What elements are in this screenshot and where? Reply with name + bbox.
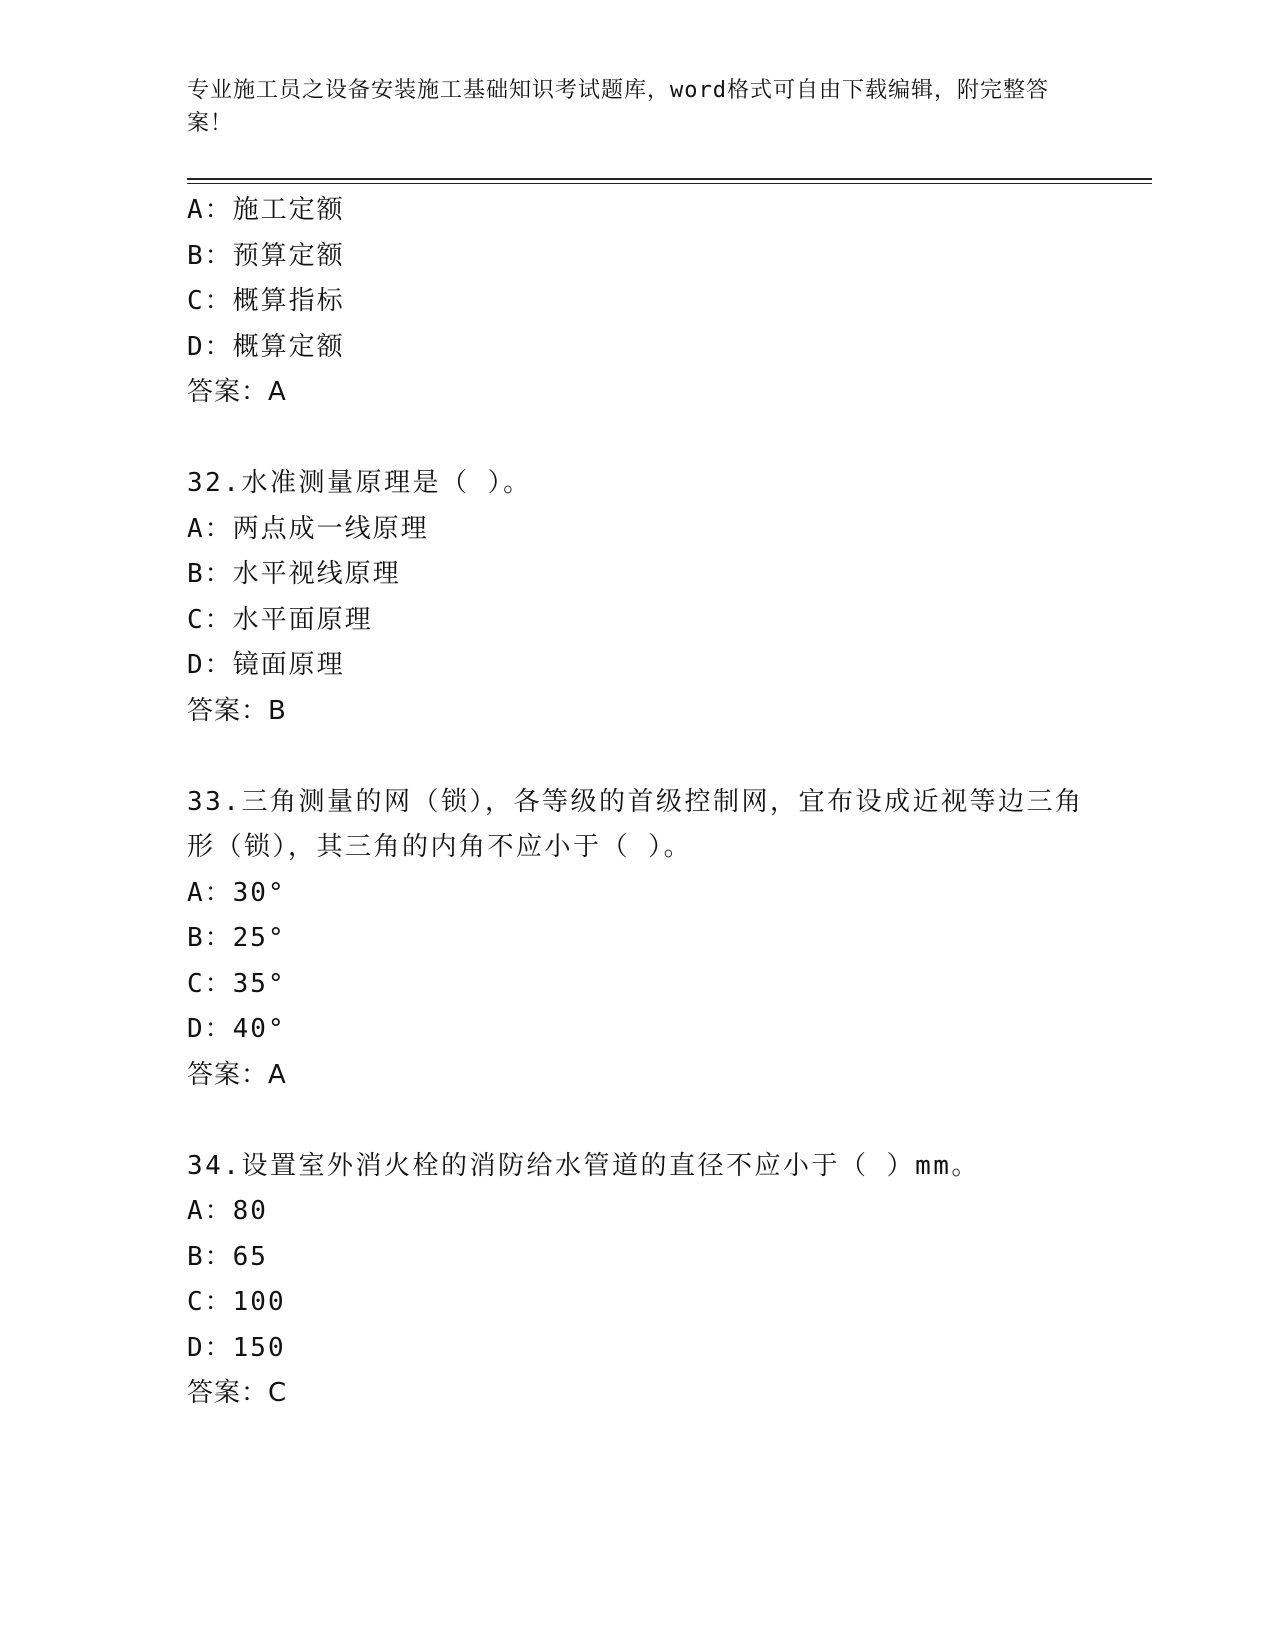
option-a: A：80: [187, 1196, 268, 1226]
option-d: D：150: [187, 1332, 286, 1363]
option-c: C：水平面原理: [187, 604, 373, 635]
question-text: 34.设置室外消火栓的消防给水管道的直径不应小于（ ）mm。: [187, 1150, 980, 1181]
answer-line: 答案：B: [187, 695, 287, 726]
option-c: C：35°: [187, 968, 286, 999]
option-b: B：25°: [187, 923, 286, 953]
spacer: [187, 734, 1087, 780]
question-text: 32.水准测量原理是（ ）。: [187, 468, 532, 498]
option-c: C：概算指标: [187, 286, 345, 316]
option-b: B：水平视线原理: [187, 559, 401, 589]
spacer: [187, 1098, 1087, 1144]
option-a: A：30°: [187, 877, 286, 908]
option-d: D：概算定额: [187, 331, 345, 362]
option-d: D：40°: [187, 1014, 286, 1044]
option-b: B：预算定额: [187, 240, 345, 271]
answer-line: 答案：A: [187, 377, 287, 407]
header-divider-thin: [187, 183, 1152, 184]
option-a: A：两点成一线原理: [187, 513, 429, 544]
answer-line: 答案：A: [187, 1059, 287, 1090]
option-c: C：100: [187, 1287, 286, 1317]
answer-line: 答案：C: [187, 1378, 288, 1408]
question-text: 33.三角测量的网（锁），各等级的首级控制网，宜布设成近视等边三角形（锁），其三角的内角不应小于（ ）。: [187, 786, 1084, 862]
question-block-33: [187, 780, 1087, 1099]
option-a: A：施工定额: [187, 195, 345, 225]
spacer: [187, 416, 1087, 462]
document-header: 专业施工员之设备安装施工基础知识考试题库，word格式可自由下载编辑，附完整答案！: [187, 78, 1049, 136]
option-d: D：镜面原理: [187, 650, 345, 680]
question-list: [187, 188, 1087, 1417]
option-b: B：65: [187, 1241, 268, 1272]
question-block-31-tail: [187, 188, 1087, 416]
question-block-34: [187, 1144, 1087, 1417]
header-divider-thick: [187, 178, 1152, 180]
question-block-32: [187, 461, 1087, 734]
